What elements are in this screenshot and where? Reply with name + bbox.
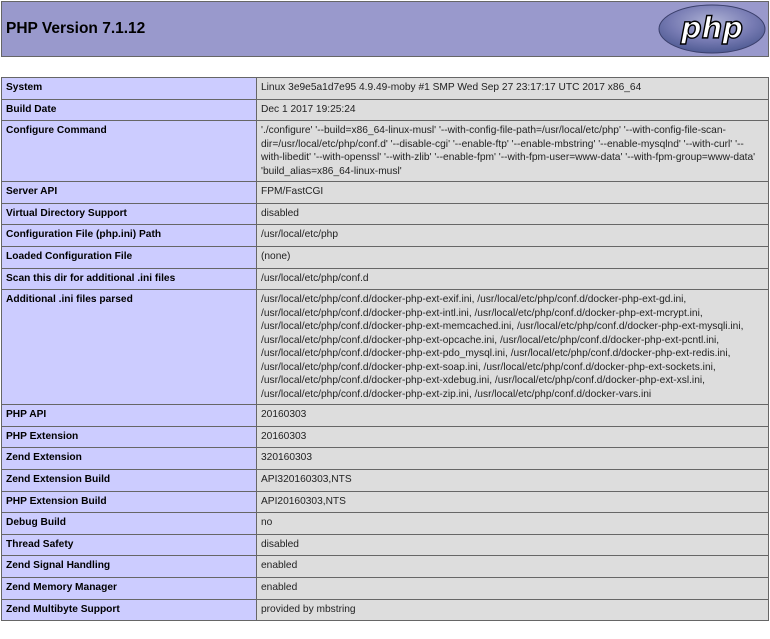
info-row-value: './configure' '--build=x86_64-linux-musl' '--with-config-file-path=/usr/local/etc/php' '--with-config-file-scan-dir=/usr/local/etc/php/conf.d' '--disable-cgi' '--enable-ftp' '--enable-mbstring' '--enable-mysqlnd' '--with-curl' '--with-libedit' '--with-openssl' '--with-zlib' '--enable-fpm' '--with-fpm-user=www-data' '--with-fpm-group=www-data' 'build_alias=x86_64-linux-musl': [257, 121, 769, 182]
info-row: [2, 513, 769, 535]
info-row: [2, 99, 769, 121]
info-row-label: Zend Extension: [2, 448, 257, 470]
info-row-label: Zend Extension Build: [2, 469, 257, 491]
info-row-label: Build Date: [2, 99, 257, 121]
info-row: [2, 534, 769, 556]
info-row: [2, 290, 769, 405]
info-row-label: Zend Memory Manager: [2, 577, 257, 599]
info-row-label: Loaded Configuration File: [2, 246, 257, 268]
info-row: [2, 78, 769, 100]
info-row-label: Server API: [2, 182, 257, 204]
php-logo-text: php: [680, 11, 744, 45]
php-logo-icon: [658, 4, 766, 54]
info-row: [2, 405, 769, 427]
info-row-label: PHP Extension: [2, 426, 257, 448]
info-row-value: provided by mbstring: [257, 599, 769, 621]
info-row: [2, 469, 769, 491]
info-row-value: 20160303: [257, 405, 769, 427]
info-row-label: PHP API: [2, 405, 257, 427]
info-row: [2, 268, 769, 290]
info-row-label: Configure Command: [2, 121, 257, 182]
info-row-value: disabled: [257, 203, 769, 225]
info-row-value: /usr/local/etc/php: [257, 225, 769, 247]
info-row: [2, 246, 769, 268]
info-row-value: /usr/local/etc/php/conf.d: [257, 268, 769, 290]
info-row: [2, 225, 769, 247]
info-row: [2, 426, 769, 448]
php-version-header: [1, 1, 769, 57]
info-table-body: [2, 78, 769, 621]
info-row-value: 320160303: [257, 448, 769, 470]
info-row: [2, 182, 769, 204]
info-row: [2, 448, 769, 470]
info-row-label: Additional .ini files parsed: [2, 290, 257, 405]
info-row-label: Debug Build: [2, 513, 257, 535]
info-row-value: disabled: [257, 534, 769, 556]
info-row-value: Dec 1 2017 19:25:24: [257, 99, 769, 121]
info-row-label: Zend Signal Handling: [2, 556, 257, 578]
info-row: [2, 203, 769, 225]
info-row: [2, 121, 769, 182]
info-row-label: Zend Multibyte Support: [2, 599, 257, 621]
info-row: [2, 599, 769, 621]
info-row-value: FPM/FastCGI: [257, 182, 769, 204]
info-row-value: Linux 3e9e5a1d7e95 4.9.49-moby #1 SMP Wed Sep 27 23:17:17 UTC 2017 x86_64: [257, 78, 769, 100]
info-row-value: 20160303: [257, 426, 769, 448]
info-row: [2, 577, 769, 599]
info-row-value: API20160303,NTS: [257, 491, 769, 513]
info-row-label: Scan this dir for additional .ini files: [2, 268, 257, 290]
info-row: [2, 556, 769, 578]
php-info-table: [1, 77, 769, 621]
info-row-label: Configuration File (php.ini) Path: [2, 225, 257, 247]
info-row-value: API320160303,NTS: [257, 469, 769, 491]
page-title: PHP Version 7.1.12: [6, 20, 146, 37]
info-row-label: System: [2, 78, 257, 100]
info-row-label: Thread Safety: [2, 534, 257, 556]
info-row-value: no: [257, 513, 769, 535]
info-row-label: Virtual Directory Support: [2, 203, 257, 225]
info-row-value: (none): [257, 246, 769, 268]
info-row-value: enabled: [257, 577, 769, 599]
info-row: [2, 491, 769, 513]
info-row-label: PHP Extension Build: [2, 491, 257, 513]
info-row-value: /usr/local/etc/php/conf.d/docker-php-ext-exif.ini, /usr/local/etc/php/conf.d/docker-php-ext-gd.ini, /usr/local/etc/php/conf.d/docker-php-ext-intl.ini, /usr/local/etc/php/conf.d/docker-php-ext-mcrypt.ini, /usr/local/etc/php/conf.d/docker-php-ext-memcached.ini, /usr/local/etc/php/conf.d/docker-php-ext-mysqli.ini, /usr/local/etc/php/conf.d/docker-php-ext-opcache.ini, /usr/local/etc/php/conf.d/docker-php-ext-pcntl.ini, /usr/local/etc/php/conf.d/docker-php-ext-pdo_mysql.ini, /usr/local/etc/php/conf.d/docker-php-ext-redis.ini, /usr/local/etc/php/conf.d/docker-php-ext-soap.ini, /usr/local/etc/php/conf.d/docker-php-ext-sockets.ini, /usr/local/etc/php/conf.d/docker-php-ext-xdebug.ini, /usr/local/etc/php/conf.d/docker-php-ext-xsl.ini, /usr/local/etc/php/conf.d/docker-php-ext-zip.ini, /usr/local/etc/php/conf.d/docker-vars.ini: [257, 290, 769, 405]
info-row-value: enabled: [257, 556, 769, 578]
